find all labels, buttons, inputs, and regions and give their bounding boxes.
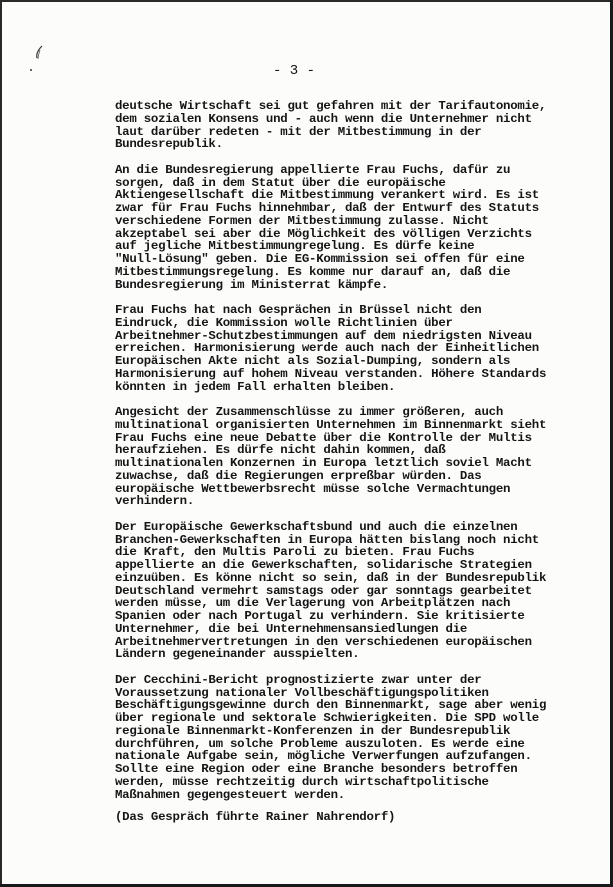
scan-border-left bbox=[0, 0, 2, 887]
margin-pen-mark-icon bbox=[28, 44, 50, 80]
paragraph: Der Europäische Gewerkschaftsbund und auch die einzelnen Branchen-Gewerkschaften in Europa hätten bislang noch nicht die Kraft, den Multis Paroli zu bieten. Frau Fuchs appellierte an die Gewerkschaften, solidarische Strategien einzuüben. Es könne nicht so sein, daß in der Bundesrepublik Deutschland vermehrt samstags oder gar sonntags gearbeitet werden müsse, um die Verlagerung von Arbeitplätzen nach Spanien oder nach Portugal zu verhindern. Sie kritisierte Unternehmer, die bei Unternehmensansiedlungen die Arbeitnehmervertretungen in den verschiedenen europäischen Ländern gegeneinander ausspielten. bbox=[115, 519, 547, 662]
paragraph: Frau Fuchs hat nach Gesprächen in Brüssel nicht den Eindruck, die Kommission wolle Richtlinien über Arbeitnehmer-Schutzbestimmungen auf dem niedrigsten Niveau erreichen. Harmonisierung werde auch nach der Einheitlichen Europäischen Akte nicht als Sozial-Dumping, sondern als Harmonisierung auf hohem Niveau verstanden. Höhere Standards könnten in jedem Fall erhalten bleiben. bbox=[115, 303, 547, 394]
paragraph: Angesicht der Zusammenschlüsse zu immer größeren, auch multinational organisierten Unternehmen im Binnenmarkt sieht Frau Fuchs eine neue Debatte über die Kontrolle der Multis heraufziehen. Es dürfe nicht dahin kommen, daß multinationalen Konzernen in Europa letztlich soviel Macht zuwachse, daß die Regierungen erpreßbar würden. Das europäische Wettbewerbsrecht müsse solche Vermachtungen verhindern. bbox=[115, 405, 547, 509]
scan-border-top bbox=[0, 0, 613, 2]
paragraph: An die Bundesregierung appellierte Frau Fuchs, dafür zu sorgen, daß in dem Statut über die europäische Aktiengesellschaft die Mitbestimmung verankert wird. Es ist zwar für Frau Fuchs hinnehmbar, daß der Entwurf des Statuts verschiedene Formen der Mitbestimmung zulasse. Nicht akzeptabel sei aber die Möglichkeit des völligen Verzichts auf jegliche Mitbestimmungregelung. Es dürfe keine "Null-Lösung" geben. Die EG-Kommission sei offen für eine Mitbestimmungsregelung. Es komme nur darauf an, daß die Bundesregierung im Ministerrat kämpfe. bbox=[115, 162, 539, 292]
paragraph: Der Cecchini-Bericht prognostizierte zwar unter der Voraussetzung nationaler Vollbeschäftigungspolitiken Beschäftigungsgewinne durch den Binnenmarkt, sage aber wenig über regionale und sektorale Schwierigkeiten. Die SPD wolle regionale Binnenmarkt-Konferenzen in der Bundesrepublik durchführen, um solche Probleme auszuloten. Es werde eine nationale Aufgabe sein, mögliche Verwerfungen aufzufangen. Sollte eine Region oder eine Branche besonders betroffen werden, müsse rechtzeitig durch wirtschaftpolitische Maßnahmen gegengesteuert werden. bbox=[115, 672, 547, 802]
closing-note: (Das Gespräch führte Rainer Nahrendorf) bbox=[115, 810, 396, 824]
article-body bbox=[115, 100, 595, 814]
paragraph: deutsche Wirtschaft sei gut gefahren mit der Tarifautonomie, dem sozialen Konsens und - auch wenn die Unternehmer nicht laut darüber redeten - mit der Mitbestimmung in der Bundesrepublik. bbox=[115, 99, 547, 152]
page-number: - 3 - bbox=[272, 63, 315, 79]
